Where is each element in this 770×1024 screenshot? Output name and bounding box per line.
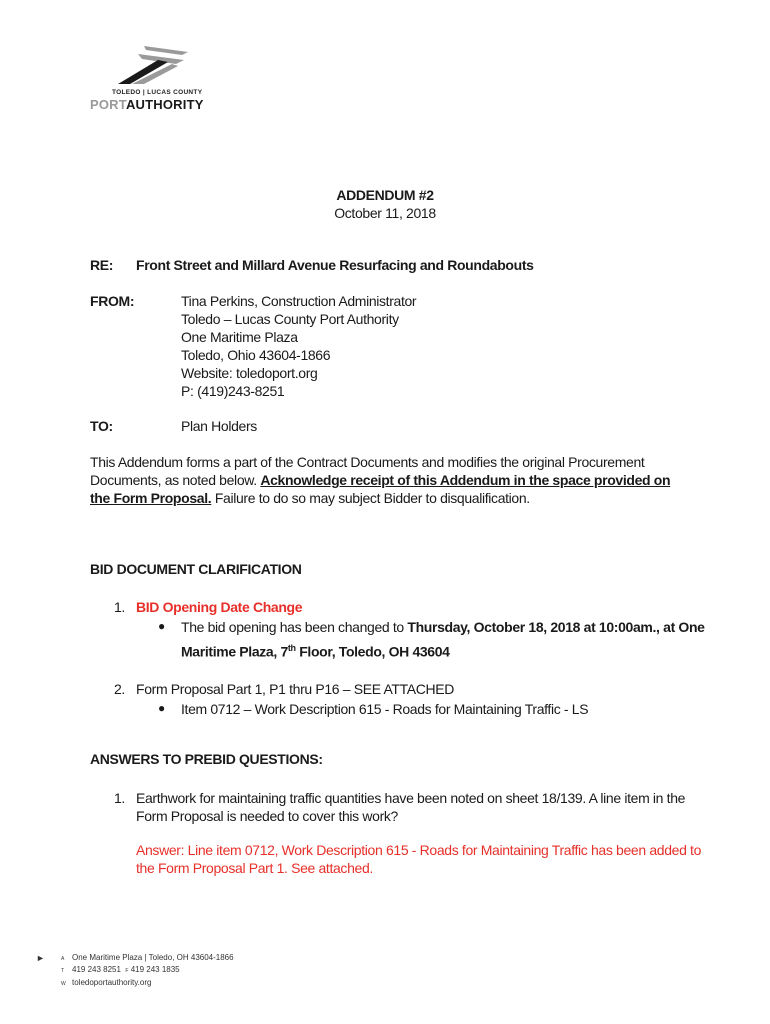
from-line: P: (419)243-8251 <box>181 383 285 399</box>
re-label: RE: <box>90 257 114 273</box>
re-value: Front Street and Millard Avenue Resurfacing and Roundabouts <box>136 257 534 273</box>
bullet-text: Item 0712 – Work Description 615 - Roads for Maintaining Traffic - LS <box>181 701 589 717</box>
answer-text: Answer: Line item 0712, Work Description 615 - Roads for Maintaining Traffic has been added to the Form Proposal Part 1. See attached. <box>136 842 702 876</box>
item-number: 2. <box>114 681 125 697</box>
intro-paragraph: This Addendum forms a part of the Contract Documents and modifies the original Procurement Documents, as noted below. Acknowledge receipt of this Addendum in the space provided on the Form Proposal. Failure to do so may subject Bidder to disqualification. <box>90 454 671 506</box>
bullet-text-continued: Maritime Plaza, 7th Floor, Toledo, OH 43604 <box>181 643 450 660</box>
footer-phone: T 419 243 8251 F 419 243 1835 <box>61 965 180 974</box>
from-line: Website: toledoport.org <box>181 365 318 381</box>
item-title: BID Opening Date Change <box>136 599 303 615</box>
addendum-date: October 11, 2018 <box>334 205 436 221</box>
item-number: 1. <box>114 599 125 615</box>
logo-wordmark: PORTAUTHORITY <box>90 97 204 112</box>
bullet-dot-icon: ● <box>158 701 166 715</box>
item-title: Form Proposal Part 1, P1 thru P16 – SEE ATTACHED <box>136 681 455 697</box>
from-line: Toledo – Lucas County Port Authority <box>181 311 399 327</box>
from-line: One Maritime Plaza <box>181 329 298 345</box>
bullet-dot-icon: ● <box>158 619 166 633</box>
from-label: FROM: <box>90 293 135 309</box>
item-number: 1. <box>114 790 125 806</box>
from-block <box>181 292 416 400</box>
acknowledge-notice: Acknowledge receipt of this Addendum in the space provided on the Form Proposal. <box>90 472 671 506</box>
question-text: Earthwork for maintaining traffic quantities have been noted on sheet 18/139. A line item in the Form Proposal is needed to cover this work? <box>136 790 686 824</box>
answers-heading: ANSWERS TO PREBID QUESTIONS: <box>90 751 323 767</box>
addendum-title: ADDENDUM #2 <box>336 187 434 203</box>
arrow-right-icon: ► <box>36 953 45 963</box>
clarification-heading: BID DOCUMENT CLARIFICATION <box>90 561 302 577</box>
to-value: Plan Holders <box>181 418 257 434</box>
footer-web: W toledoportauthority.org <box>61 978 152 987</box>
to-label: TO: <box>90 418 113 434</box>
from-line: Tina Perkins, Construction Administrator <box>181 293 417 309</box>
footer-address: ► A One Maritime Plaza | Toledo, OH 43604-1866 <box>36 953 234 963</box>
bullet-text: The bid opening has been changed to Thursday, October 18, 2018 at 10:00am., at One <box>181 619 705 635</box>
from-line: Toledo, Ohio 43604-1866 <box>181 347 331 363</box>
footer-contact <box>36 952 234 989</box>
logo-tagline: TOLEDO | LUCAS COUNTY <box>112 89 203 96</box>
